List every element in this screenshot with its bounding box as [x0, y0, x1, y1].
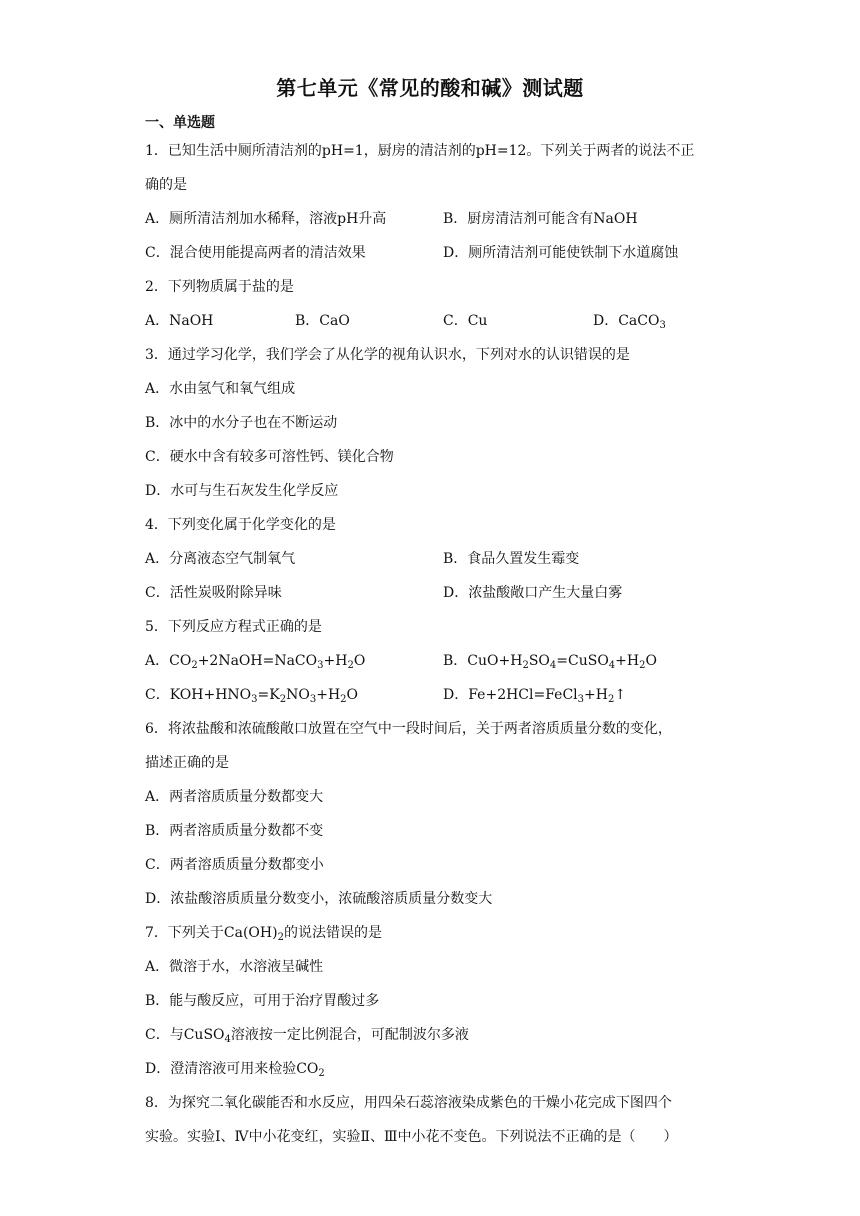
question-3-option-d: D．水可与生石灰发生化学反应 — [145, 483, 339, 499]
option-part: C．与CuSO — [145, 1027, 225, 1043]
question-8-stem-line-1: 8．为探究二氧化碳能否和水反应，用四朵石蕊溶液染成紫色的干燥小花完成下图四个 — [145, 1095, 672, 1111]
option-part: D．澄清溶液可用来检验CO — [145, 1061, 319, 1077]
subscript: 2 — [347, 660, 354, 671]
question-7-option-d — [145, 1060, 325, 1083]
subscript: 2 — [318, 1068, 325, 1079]
formula-part: B．CuO+H — [443, 653, 523, 669]
question-5-option-c — [145, 686, 358, 709]
page-title: 第七单元《常见的酸和碱》测试题 — [276, 76, 584, 100]
question-5-stem: 5．下列反应方程式正确的是 — [145, 619, 322, 635]
question-5-option-a — [145, 652, 365, 675]
subscript: 2 — [191, 660, 198, 671]
subscript: 3 — [659, 320, 666, 331]
formula-part: +H — [323, 653, 348, 669]
question-7-option-a: A．微溶于水，水溶液呈碱性 — [145, 959, 324, 975]
question-2-stem: 2．下列物质属于盐的是 — [145, 279, 294, 295]
section-heading: 一、单选题 — [145, 115, 215, 131]
subscript: 3 — [251, 694, 258, 705]
formula-part: O — [346, 687, 359, 703]
formula-part: +2NaOH=NaCO — [197, 653, 318, 669]
question-1-option-d: D．厕所清洁剂可能使铁制下水道腐蚀 — [443, 245, 679, 261]
formula-part: SO — [528, 653, 550, 669]
question-6-option-a: A．两者溶质质量分数都变大 — [145, 789, 324, 805]
question-4-option-b: B．食品久置发生霉变 — [443, 551, 580, 567]
formula-part: NO — [286, 687, 310, 703]
question-6-option-c: C．两者溶质质量分数都变小 — [145, 857, 324, 873]
stem-part: 的说法错误的是 — [283, 925, 382, 941]
question-3-option-a: A．水由氢气和氧气组成 — [145, 381, 296, 397]
question-1-option-b: B．厨房清洁剂可能含有NaOH — [443, 211, 638, 227]
formula-part: +H — [316, 687, 341, 703]
formula-part: ↑ — [614, 687, 627, 703]
subscript: 2 — [279, 694, 287, 705]
formula-part: =K — [257, 687, 280, 703]
question-2-option-a: A．NaOH — [145, 313, 214, 329]
question-1-stem-line-1: 1．已知生活中厕所清洁剂的pH=1，厨房的清洁剂的pH=12。下列关于两者的说法不正 — [145, 143, 695, 159]
subscript: 2 — [639, 660, 646, 671]
question-3-stem: 3．通过学习化学，我们学会了从化学的视角认识水，下列对水的认识错误的是 — [145, 347, 630, 363]
question-7-option-c — [145, 1026, 469, 1049]
subscript: 3 — [309, 694, 317, 705]
question-8-stem-line-2: 实验。实验Ⅰ、Ⅳ中小花变红，实验Ⅱ、Ⅲ中小花不变色。下列说法不正确的是（ ） — [145, 1129, 678, 1145]
subscript: 2 — [277, 932, 284, 943]
formula-part: C．KOH+HNO — [145, 687, 252, 703]
question-3-option-c: C．硬水中含有较多可溶性钙、镁化合物 — [145, 449, 394, 465]
question-1-stem-line-2: 确的是 — [145, 177, 187, 193]
question-6-option-d: D．浓盐酸溶质质量分数变小，浓硫酸溶质质量分数变大 — [145, 891, 493, 907]
question-4-option-d: D．浓盐酸敞口产生大量白雾 — [443, 585, 623, 601]
stem-part: 7．下列关于Ca(OH) — [145, 925, 278, 941]
formula-part: O — [353, 653, 366, 669]
question-7-stem — [145, 924, 382, 947]
question-2-option-c: C．Cu — [443, 313, 488, 329]
question-6-option-b: B．两者溶质质量分数都不变 — [145, 823, 324, 839]
question-4-option-a: A．分离液态空气制氧气 — [145, 551, 296, 567]
formula-part: A．CO — [145, 653, 192, 669]
option-text: D．CaCO — [593, 313, 660, 329]
subscript: 4 — [224, 1034, 231, 1045]
question-1-option-c: C．混合使用能提高两者的清洁效果 — [145, 245, 366, 261]
formula-part: +H — [615, 653, 640, 669]
subscript: 3 — [577, 694, 585, 705]
question-5-option-d — [443, 686, 626, 709]
question-5-option-b — [443, 652, 657, 675]
question-4-stem: 4．下列变化属于化学变化的是 — [145, 517, 336, 533]
question-2-option-d — [593, 312, 666, 335]
subscript: 3 — [317, 660, 324, 671]
question-2-option-b: B．CaO — [295, 313, 350, 329]
subscript: 4 — [549, 660, 557, 671]
subscript: 2 — [607, 694, 615, 705]
subscript: 4 — [608, 660, 616, 671]
subscript: 2 — [340, 694, 347, 705]
question-4-option-c: C．活性炭吸附除异味 — [145, 585, 282, 601]
question-6-stem-line-2: 描述正确的是 — [145, 755, 229, 771]
formula-part: D．Fe+2HCl=FeCl — [443, 687, 578, 703]
formula-part: =CuSO — [556, 653, 609, 669]
question-7-option-b: B．能与酸反应，可用于治疗胃酸过多 — [145, 993, 380, 1009]
formula-part: +H — [584, 687, 608, 703]
question-3-option-b: B．冰中的水分子也在不断运动 — [145, 415, 338, 431]
subscript: 2 — [522, 660, 529, 671]
question-1-option-a: A．厕所清洁剂加水稀释，溶液pH升高 — [145, 211, 387, 227]
formula-part: O — [645, 653, 657, 669]
option-part: 溶液按一定比例混合，可配制波尔多液 — [230, 1027, 469, 1043]
question-6-stem-line-1: 6．将浓盐酸和浓硫酸敞口放置在空气中一段时间后，关于两者溶质质量分数的变化， — [145, 721, 672, 737]
